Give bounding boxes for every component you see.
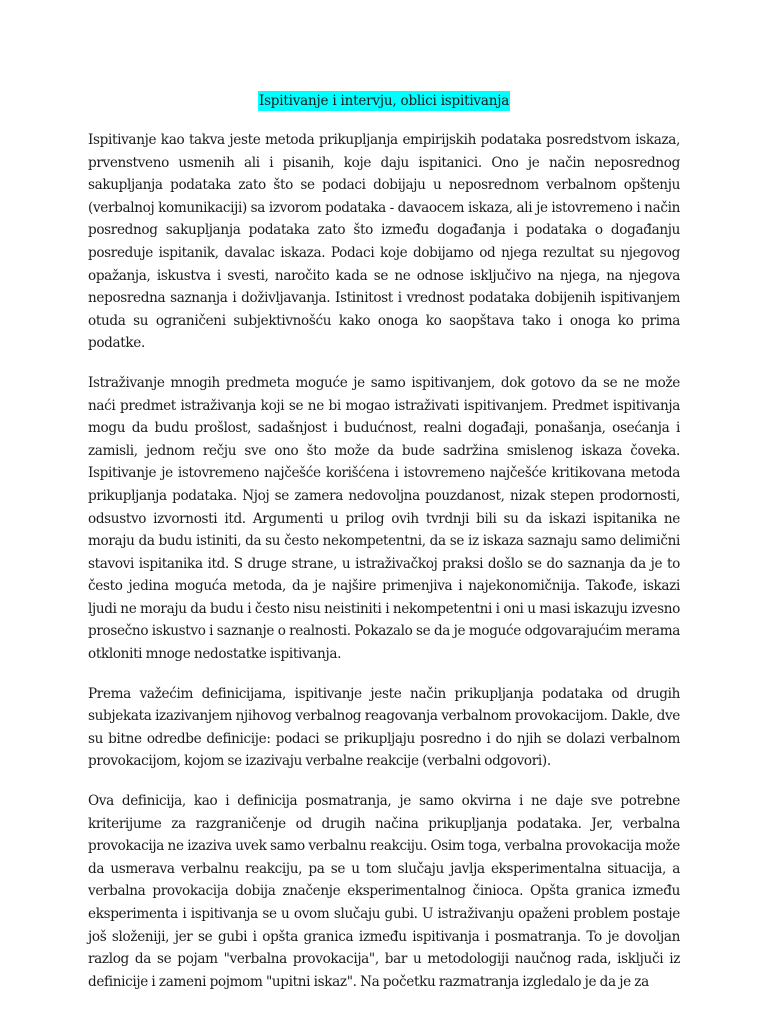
- paragraph-4: Ova definicija, kao i definicija posmatranja, je samo okvirna i ne daje sve potrebne kriterijume za razgraničenje od drugih načina prikupljanja podataka. Jer, verbalna provokacija ne izaziva uvek samo verbalnu reakciju. Osim toga, verbalna provokacija može da usmerava verbalnu reakciju, pa se u tom slučaju javlja eksperimentalna situacija, a verbalna provokacija dobija značenje eksperimentalnog činioca. Opšta granica između eksperimenta i ispitivanja se u ovom slučaju gubi. U istraživanju opaženi problem postaje još složeniji, jer se gubi i opšta granica između ispitivanja i posmatranja. To je dovoljan razlog da se pojam "verbalna provokacija", bar u metodologiji naučnog rada, isključi iz definicije i zameni pojmom "upitni iskaz". Na početku razmatranja izgledalo je da je za: [88, 793, 680, 990]
- document-body: [88, 90, 680, 1010]
- paragraph-3: Prema važećim definicijama, ispitivanje jeste način prikupljanja podataka od drugih subjekata izazivanjem njihovog verbalnog reagovanja verbalnom provokacijom. Dakle, dve su bitne odredbe definicije: podaci se prikupljaju posredno i do njih se dolazi verbalnom provokacijom, kojom se izazivaju verbalne reakcije (verbalni odgovori).: [88, 685, 680, 770]
- paragraph-2: Istraživanje mnogih predmeta moguće je samo ispitivanjem, dok gotovo da se ne može naći predmet istraživanja koji se ne bi mogao istraživati ispitivanjem. Predmet ispitivanja mogu da budu prošlost, sadašnjost i budućnost, realni događaji, ponašanja, osećanja i zamisli, jednom rečju sve ono što može da bude sadržina smislenog iskaza čoveka. Ispitivanje je istovremeno najčešće korišćena i istovremeno najčešće kritikovana metoda prikupljanja podataka. Njoj se zamera nedovoljna pouzdanost, nizak stepen prodornosti, odsustvo izvornosti itd. Argumenti u prilog ovih tvrdnji bili su da iskazi ispitanika ne moraju da budu istiniti, da su često nekompetentni, da se iz iskaza saznaju samo delimični stavovi ispitanika itd. S druge strane, u istraživačkoj praksi došlo se do saznanja da je to često jedina moguća metoda, da je najšire primenjiva i najekonomičnija. Takođe, iskazi ljudi ne moraju da budu i često nisu neistiniti i nekompetentni i oni u masi iskazuju izvesno prosečno iskustvo i saznanje o realnosti. Pokazalo se da je moguće odgovarajućim merama otkloniti mnoge nedostatke ispitivanja.: [88, 374, 680, 663]
- paragraph-1: Ispitivanje kao takva jeste metoda prikupljanja empirijskih podataka posredstvom iskaza, prvenstveno usmenih ali i pisanih, koje daju ispitanici. Ono je način neposrednog sakupljanja podataka zato što se podaci dobijaju u neposrednom verbalnom opštenju (verbalnoj komunikaciji) sa izvorom podataka - davaocem iskaza, ali je istovremeno i način posrednog sakupljanja podataka zato što između događanja i podataka o događanju posreduje ispitanik, davalac iskaza. Podaci koje dobijamo od njega rezultat su njegovog opažanja, iskustva i svesti, naročito kada se ne odnose isključivo na njega, na njegova neposredna saznanja i doživljavanja. Istinitost i vrednost podataka dobijenih ispitivanjem otuda su ograničeni subjektivnošću kako onoga ko saopštava tako i onoga ko prima podatke.: [88, 132, 680, 352]
- document-title: Ispitivanje i intervju, oblici ispitivanja: [258, 93, 510, 109]
- title-line: [88, 90, 680, 111]
